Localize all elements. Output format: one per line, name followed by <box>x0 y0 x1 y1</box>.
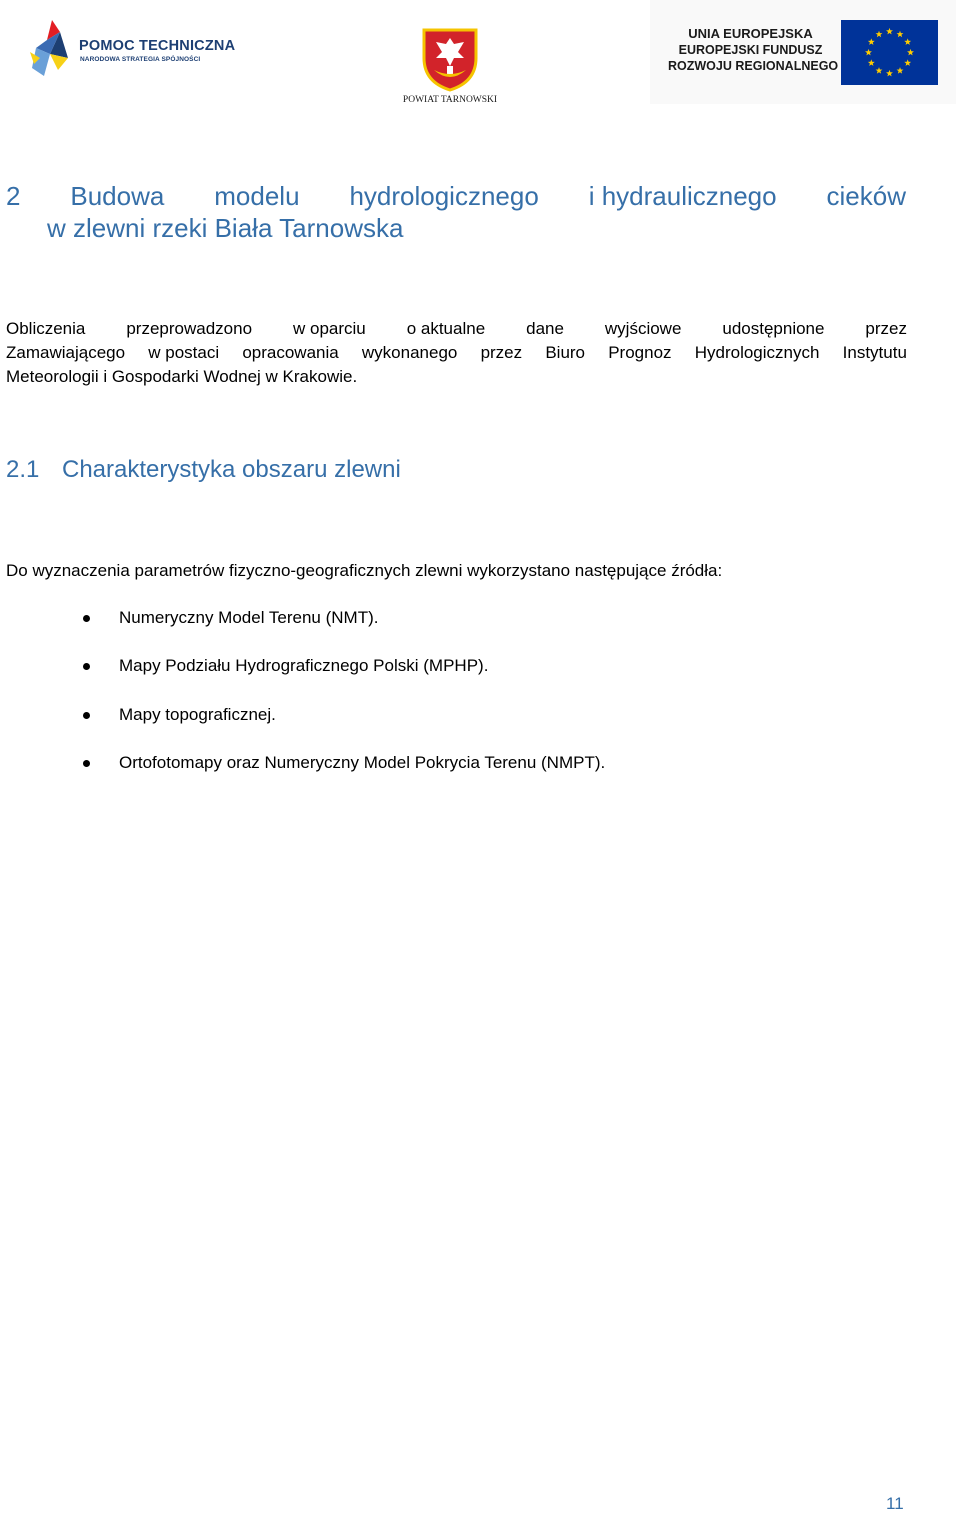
paragraph-word: wyjściowe <box>604 319 682 338</box>
paragraph-word: w oparciu <box>292 319 366 338</box>
paragraph-word: wykonanego <box>361 343 458 362</box>
list-item-text: Numeryczny Model Terenu (NMT). <box>119 608 379 627</box>
bullet-icon <box>83 663 90 670</box>
eu-flag-icon <box>841 20 938 85</box>
eu-erdf-logo <box>650 0 956 104</box>
section-heading-line2: w zlewni rzeki Biała Tarnowska <box>47 213 404 243</box>
section-heading <box>6 180 906 244</box>
paragraph-word: Instytutu <box>842 343 907 362</box>
paragraph-word: Zamawiającego <box>6 343 126 362</box>
heading-word: i hydraulicznego <box>588 181 777 211</box>
subsection-heading <box>6 455 401 485</box>
section-number: 2 <box>6 181 21 211</box>
heading-word: hydrologicznego <box>349 181 539 211</box>
heading-word: Budowa <box>70 181 165 211</box>
paragraph-line: Meteorologii i Gospodarki Wodnej w Krakowie. <box>6 367 358 386</box>
paragraph-line <box>6 341 907 365</box>
paragraph-line <box>6 317 907 341</box>
paragraph-word: Obliczenia <box>6 319 86 338</box>
list-item-text: Mapy topograficznej. <box>119 704 276 724</box>
heading-word: modelu <box>214 181 300 211</box>
eu-logo-line1: UNIA EUROPEJSKA <box>688 26 813 41</box>
pomoc-techniczna-title: POMOC TECHNICZNA <box>79 38 236 54</box>
paragraph-word: Biuro <box>545 343 586 362</box>
bullet-icon <box>83 615 90 622</box>
paragraph-word: o aktualne <box>406 319 486 338</box>
subsection-title: Charakterystyka obszaru zlewni <box>62 456 401 483</box>
paragraph-word: opracowania <box>242 343 339 362</box>
paragraph-word: przez <box>865 319 907 338</box>
list-item-text: Mapy Podziału Hydrograficznego Polski (MPHP). <box>119 656 489 676</box>
heading-word: cieków <box>826 181 906 211</box>
pomoc-techniczna-emblem-icon <box>30 18 70 78</box>
paragraph-word: przez <box>480 343 523 362</box>
subsection-number: 2.1 <box>6 456 40 483</box>
powiat-tarnowski-caption: POWIAT TARNOWSKI <box>402 95 498 105</box>
paragraph-word: Prognoz <box>608 343 672 362</box>
body-paragraph <box>6 317 907 389</box>
pomoc-techniczna-logo <box>30 18 235 80</box>
bullet-icon <box>83 712 90 719</box>
list-intro: Do wyznaczenia parametrów fizyczno-geograficznych zlewni wykorzystano następujące źródła: <box>6 561 723 580</box>
powiat-coat-of-arms-icon <box>420 26 480 92</box>
eu-logo-line2: EUROPEJSKI FUNDUSZ <box>678 43 823 57</box>
page-number: 11 <box>886 1494 904 1513</box>
eu-logo-line3: ROZWOJU REGIONALNEGO <box>668 59 839 73</box>
paragraph-word: w postaci <box>148 343 220 362</box>
powiat-tarnowski-logo <box>396 24 504 108</box>
bullet-icon <box>83 760 90 767</box>
paragraph-word: Hydrologicznych <box>694 343 820 362</box>
paragraph-word: przeprowadzono <box>126 319 253 338</box>
section-heading-line1 <box>6 180 906 212</box>
paragraph-word: udostępnione <box>722 319 825 338</box>
paragraph-word: dane <box>526 319 564 338</box>
list-item-text: Ortofotomapy oraz Numeryczny Model Pokrycia Terenu (NMPT). <box>119 752 606 772</box>
pomoc-techniczna-subtitle: NARODOWA STRATEGIA SPÓJNOŚCI <box>80 56 201 63</box>
